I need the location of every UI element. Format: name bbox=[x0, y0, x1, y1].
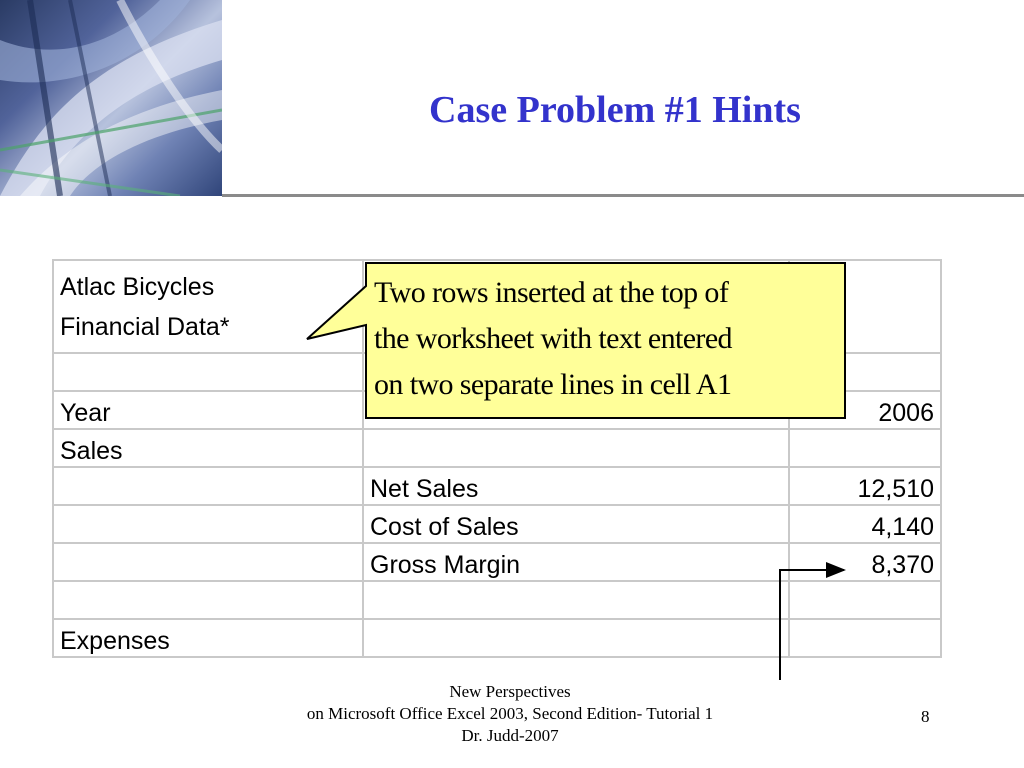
callout-line-1: Two rows inserted at the top of bbox=[374, 276, 729, 309]
slide-title: Case Problem #1 Hints bbox=[429, 89, 801, 131]
cell-b5: Net Sales bbox=[363, 467, 789, 505]
slide-footer bbox=[250, 681, 770, 747]
cell-b7: Gross Margin bbox=[363, 543, 789, 581]
callout-text bbox=[366, 266, 844, 416]
footer-line-3: Dr. Judd-2007 bbox=[461, 726, 559, 745]
cell-a1-line-2: Financial Data* bbox=[60, 312, 230, 341]
cell-c7: 8,370 bbox=[789, 543, 941, 581]
cell-c3: 2006 bbox=[789, 391, 941, 429]
gross-margin-arrow bbox=[780, 570, 844, 680]
cell-a4: Sales bbox=[53, 429, 363, 467]
page-number: 8 bbox=[921, 707, 930, 726]
cell-c5: 12,510 bbox=[789, 467, 941, 505]
cell-c6: 4,140 bbox=[789, 505, 941, 543]
cell-a3: Year bbox=[53, 391, 363, 429]
cell-b6: Cost of Sales bbox=[363, 505, 789, 543]
cell-a1-line-1: Atlac Bicycles bbox=[60, 272, 215, 301]
footer-line-1: New Perspectives bbox=[449, 682, 571, 701]
cell-a9: Expenses bbox=[53, 619, 363, 657]
callout-line-3: on two separate lines in cell A1 bbox=[374, 368, 732, 401]
callout-line-2: the worksheet with text entered bbox=[374, 322, 732, 355]
footer-line-2: on Microsoft Office Excel 2003, Second Edition- Tutorial 1 bbox=[306, 704, 714, 723]
